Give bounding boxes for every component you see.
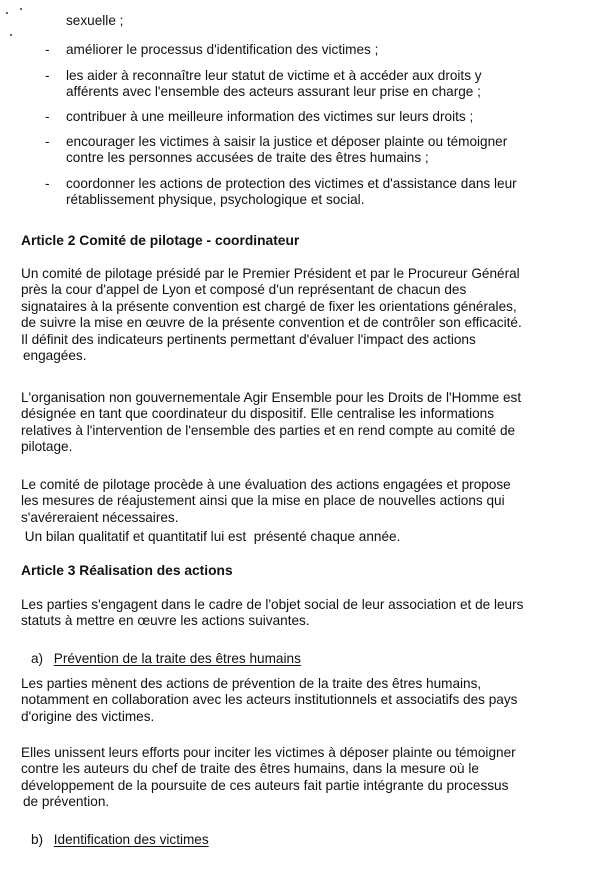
article-2-paragraph-1: Un comité de pilotage présidé par le Premier Président et par le Procureur Général près la cour d'appel de Lyon et composé d'un représentant de chacun des signataires à la présente convention est chargé de fixer les orientations générales, de suivre la mise en œuvre de la présente convention et de contrôler son efficacité. Il définit des indicateurs pertinents permettant d'évaluer l'impact des actions engagées.: [21, 266, 522, 364]
list-item-text: contribuer à une meilleure information des victimes sur leurs droits ;: [66, 109, 474, 124]
article-3-paragraph-2: Les parties mènent des actions de prévention de la traite des êtres humains, notamment en collaboration avec les acteurs institutionnels et associatifs des pays d'origine des victimes.: [21, 676, 518, 724]
bullet-dash: -: [45, 68, 50, 83]
article-3-paragraph-1: Les parties s'engagent dans le cadre de l'objet social de leur association et de leurs statuts à mettre en œuvre les actions suivantes.: [21, 597, 524, 629]
list-item-text: sexuelle ;: [66, 13, 124, 28]
subsection-a-heading: [31, 651, 301, 667]
subsection-a-title: Prévention de la traite des êtres humains: [53, 651, 301, 666]
subsection-b-label: b): [31, 832, 44, 847]
subsection-a-label: a): [31, 651, 44, 666]
list-item-text: encourager les victimes à saisir la justice et déposer plainte ou témoigner: [66, 134, 508, 149]
list-item-text: contre les personnes accusées de traite des êtres humains ;: [66, 150, 429, 166]
list-item-text: coordonner les actions de protection des victimes et d'assistance dans leur: [66, 176, 517, 191]
bullet-dash: -: [45, 42, 50, 57]
article-2-paragraph-4: Un bilan qualitatif et quantitatif lui est présenté chaque année.: [21, 529, 401, 544]
article-2-heading: Article 2 Comité de pilotage - coordinateur: [21, 233, 300, 248]
article-3-paragraph-3: Elles unissent leurs efforts pour inciter les victimes à déposer plainte ou témoigner contre les auteurs du chef de traite des êtres humains, dans la mesure où le développement de la poursuite de ces auteurs fait partie intégrante du processus de prévention.: [21, 745, 516, 810]
scan-specks: [6, 8, 26, 38]
article-2-paragraph-2: L'organisation non gouvernementale Agir Ensemble pour les Droits de l'Homme est désignée en tant que coordinateur du dispositif. Elle centralise les informations relatives à l'intervention de l'ensemble des parties et en rend compte au comité de pilotage.: [21, 390, 522, 455]
article-2-paragraph-3: Le comité de pilotage procède à une évaluation des actions engagées et propose les mesures de réajustement ainsi que la mise en place de nouvelles actions qui s'avéreraient nécessaires.: [21, 477, 511, 525]
list-item-text: les aider à reconnaître leur statut de victime et à accéder aux droits y: [66, 68, 482, 83]
list-item-text: rétablissement physique, psychologique et social.: [66, 192, 365, 208]
article-3-heading: Article 3 Réalisation des actions: [21, 563, 233, 578]
list-item-text: améliorer le processus d'identification des victimes ;: [66, 42, 379, 57]
bullet-dash: -: [45, 109, 50, 124]
subsection-b-title: Identification des victimes: [53, 832, 209, 847]
bullet-dash: -: [45, 134, 50, 149]
list-item-text: afférents avec l'ensemble des acteurs assurant leur prise en charge ;: [66, 84, 481, 100]
subsection-b-heading: [31, 832, 209, 848]
bullet-dash: -: [45, 176, 50, 191]
